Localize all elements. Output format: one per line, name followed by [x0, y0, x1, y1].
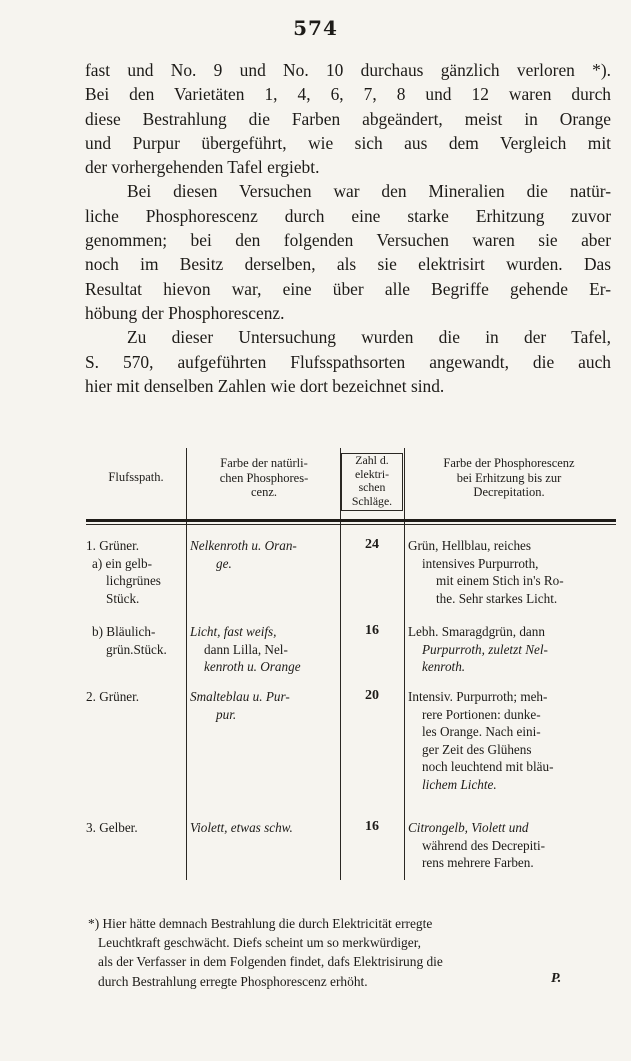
footnote-line: als der Verfasser in dem Folgenden findet, dafs Elektrisirung die: [98, 954, 443, 970]
table-row-count: 24: [365, 537, 379, 552]
table-row-spath: b) Bläulich- grün.Stück.: [92, 624, 167, 657]
body-line: und Purpur übergeführt, wie sich aus dem Vergleich mit: [85, 132, 611, 153]
body-line: S. 570, aufgeführten Flufsspathsorten angewandt, die auch: [85, 351, 611, 372]
table-row-natural: Nelkenroth u. Oran- ge.: [190, 538, 297, 571]
header-flussspath: Flufsspath.: [108, 470, 164, 484]
body-text: [85, 58, 611, 398]
footnote-line: *) Hier hätte demnach Bestrahlung die durch Elektricität erregte: [88, 916, 433, 931]
table-row-count: 16: [365, 819, 379, 834]
body-line: fast und No. 9 und No. 10 durchaus gänzlich verloren *).: [85, 60, 611, 80]
footnote: [88, 914, 608, 991]
header-rule: [86, 519, 616, 522]
body-line: Zu dieser Untersuchung wurden die in der Tafel,: [127, 327, 611, 348]
table-row-spath: 2. Grüner.: [86, 689, 140, 704]
body-line: der vorhergehenden Tafel ergiebt.: [85, 157, 320, 178]
table-row-heated: Grün, Hellblau, reiches intensives Purpurroth, mit einem Stich in's Ro- the. Sehr starkes Licht.: [408, 538, 564, 606]
table-row-natural: Smalteblau u. Pur- pur.: [190, 689, 290, 722]
body-line: noch im Besitz derselben, als sie elektrisirt wurden. Das: [85, 254, 611, 275]
header-rule: [86, 524, 616, 525]
body-line: Bei diesen Versuchen war den Mineralien die natür-: [127, 181, 611, 202]
table-row-natural: Violett, etwas schw.: [190, 820, 293, 835]
body-line: höbung der Phosphorescenz.: [85, 302, 285, 323]
table-row-natural: Licht, fast weifs, dann Lilla, Nel- kenroth u. Orange: [190, 624, 301, 674]
body-line: Resultat hievon war, eine über alle Begriffe gehende Er-: [85, 278, 611, 299]
column-divider: [404, 448, 405, 880]
table-row-spath: 1. Grüner. a) ein gelb- lichgrünes Stück.: [86, 538, 161, 606]
footnote-signature: P.: [551, 971, 562, 986]
table-row-heated: Lebh. Smaragdgrün, dann Purpurroth, zuletzt Nel- kenroth.: [408, 624, 548, 674]
header-shock-count: Zahl d. elektri- schen Schläge.: [351, 453, 393, 508]
column-divider: [186, 448, 187, 880]
header-natural-color: Farbe der natürli- chen Phosphores- cenz.: [219, 456, 309, 499]
body-line: Bei den Varietäten 1, 4, 6, 7, 8 und 12 waren durch: [85, 84, 611, 105]
footnote-line: durch Bestrahlung erregte Phosphorescenz erhöht.: [98, 973, 368, 989]
table-row-heated: Citrongelb, Violett und während des Decrepiti- rens mehrere Farben.: [408, 820, 546, 870]
column-divider: [340, 448, 341, 880]
table-row-spath: 3. Gelber.: [86, 820, 138, 835]
table-row-count: 20: [365, 688, 379, 703]
header-heated-color: Farbe der Phosphorescenz bei Erhitzung bis zur Decrepitation.: [443, 456, 575, 499]
body-line: diese Bestrahlung die Farben abgeändert, meist in Orange: [85, 108, 611, 129]
body-line: hier mit denselben Zahlen wie dort bezeichnet sind.: [85, 375, 445, 396]
page-number: 574: [293, 16, 338, 40]
phosphorescence-table: [80, 440, 615, 888]
table-row-heated: Intensiv. Purpurroth; meh- rere Portionen: dunke- les Orange. Nach eini- ger Zeit des Glühens noch leuchtend mit bläu- lichem Lichte.: [408, 689, 554, 792]
body-line: liche Phosphorescenz durch eine starke Erhitzung zuvor: [85, 205, 611, 226]
body-line: genommen; bei den folgenden Versuchen waren sie aber: [85, 230, 611, 251]
table-row-count: 16: [365, 623, 379, 638]
footnote-line: Leuchtkraft geschwächt. Diefs scheint um so merkwürdiger,: [98, 935, 421, 951]
